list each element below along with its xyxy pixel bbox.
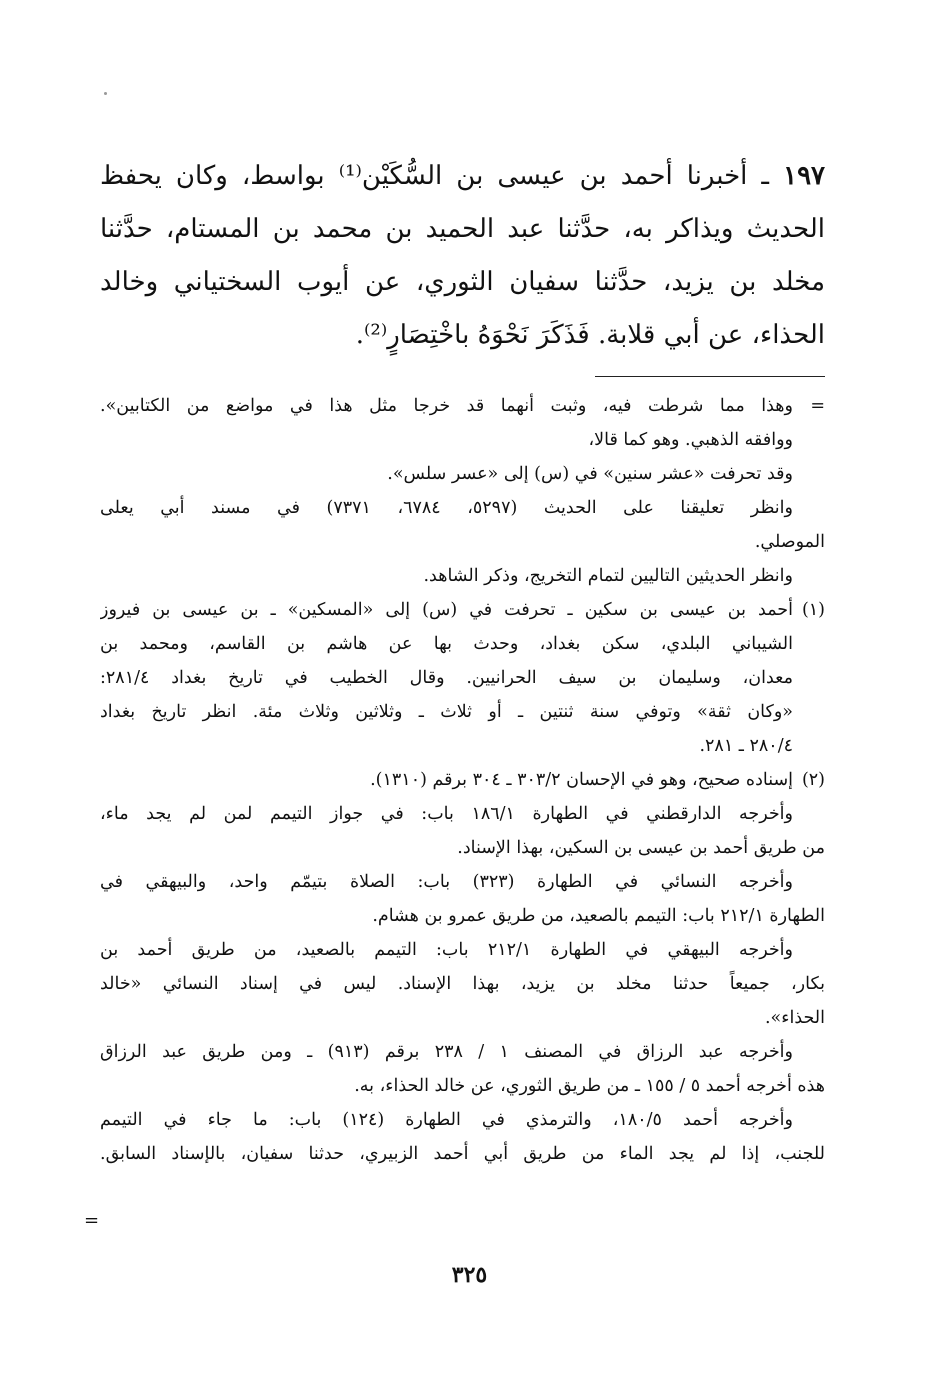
footnote-line: وأخرجه عبد الرزاق في المصنف ١ / ٢٣٨ برقم (٩١٣) ـ ومن طريق عبد الرزاق xyxy=(100,1042,793,1062)
footnote-line: ٢٨٠/٤ ـ ٢٨١. xyxy=(699,736,793,756)
footnote-line: =وهذا مما شرطت فيه، وثبت أنهما قد خرجا مثل هذا في مواضع من الكتابين». xyxy=(100,389,825,423)
footnote-line: الشيباني البلدي، سكن بغداد، وحدث بها عن هاشم بن القاسم، ومحمد بن xyxy=(100,634,793,654)
footnote-line: وأخرجه البيهقي في الطهارة ٢١٢/١ باب: التيمم بالصعيد، من طريق أحمد بن xyxy=(100,940,793,960)
footnote-line: وانظر الحديثين التاليين لتمام التخريج، وذكر الشاهد. xyxy=(423,566,793,586)
footnote-line: معدان، وسليمان بن سيف الحرانيين. وقال الخطيب في تاريخ بغداد ٢٨١/٤: xyxy=(100,668,793,688)
footnote-line: (٢)إسناده صحيح، وهو في الإحسان ٣٠٣/٢ ـ ٣٠٤ برقم (١٣١٠). xyxy=(100,763,825,797)
footnote-marker-1: (١) xyxy=(801,600,825,620)
main-line-3: مخلد بن يزيد، حدَّثنا سفيان الثوري، عن أيوب السختياني وخالد xyxy=(100,267,825,297)
main-text xyxy=(100,150,825,362)
footnote-line: ووافقه الذهبي. وهو كما قالا، xyxy=(588,430,793,450)
footnote-line: وأخرجه النسائي في الطهارة (٣٢٣) باب: الصلاة بتيمّم واحد، والبيهقي في xyxy=(100,872,793,892)
footnote-line: وأخرجه أحمد ١٨٠/٥، والترمذي في الطهارة (١٢٤) باب: ما جاء في التيمم xyxy=(100,1110,793,1130)
footnote-line: «وكان ثقة» وتوفي سنة ثنتين ـ أو ثلاث ـ وثلاثين وثلاث مئة. انظر تاريخ بغداد xyxy=(100,702,793,722)
footnote-continuation xyxy=(100,389,825,593)
footnote-line: وانظر تعليقنا على الحديث (٥٢٩٧، ٦٧٨٤، ٧٣٧١) في مسند أبي يعلى xyxy=(100,498,793,518)
hadith-number: ١٩٧ xyxy=(783,161,825,191)
footnote-line: وقد تحرفت «عشر سنين» في (س) إلى «عسر سلس». xyxy=(387,464,793,484)
footnote-line: وأخرجه الدارقطني في الطهارة ١٨٦/١ باب: في جواز التيمم لمن لم يجد ماء، xyxy=(100,804,793,824)
stray-mark xyxy=(104,92,107,95)
footnote-2 xyxy=(100,763,825,1171)
footnote-line: الحذاء». xyxy=(764,1008,825,1028)
footnote-separator xyxy=(595,376,825,377)
footnote-line: للجنب، إذا لم يجد الماء من طريق أبي أحمد الزبيري، حدثنا سفيان، بالإسناد السابق. xyxy=(100,1144,825,1164)
footnote-line: هذه أخرجه أحمد ٥ / ١٥٥ ـ من طريق الثوري، عن خالد الحذاء، به. xyxy=(354,1076,825,1096)
continuation-end-marker: = xyxy=(84,1210,100,1231)
footnote-line: بكار، جميعاً حدثنا مخلد بن يزيد، بهذا الإسناد. ليس في إسناد النسائي «خالد xyxy=(100,974,825,994)
continuation-marker: = xyxy=(810,396,825,416)
main-line-2: الحديث ويذاكر به، حدَّثنا عبد الحميد بن محمد بن المستام، حدَّثنا xyxy=(100,214,825,244)
footnote-line: الموصلي. xyxy=(754,532,825,552)
page-number: ٣٢٥ xyxy=(451,1262,488,1288)
footnote-marker-2: (٢) xyxy=(801,770,825,790)
footnote-1 xyxy=(100,593,825,763)
footnote-line: (١)أحمد بن عيسى بن سكين ـ تحرفت في (س) إلى «المسكين» ـ بن عيسى بن فيروز xyxy=(100,593,825,627)
page-body xyxy=(100,150,825,1171)
footnote-line: من طريق أحمد بن عيسى بن السكين، بهذا الإسناد. xyxy=(457,838,825,858)
main-line-1: ١٩٧ ـ أخبرنا أحمد بن عيسى بن السُّكَيْن⁽¹⁾ بواسط، وكان يحفظ xyxy=(100,161,825,191)
footnote-line: الطهارة ٢١٢/١ باب: التيمم بالصعيد، من طريق عمرو بن هشام. xyxy=(372,906,825,926)
main-line-4: الحذاء، عن أبي قلابة. فَذَكَرَ نَحْوَهُ باخْتِصَارٍ⁽²⁾. xyxy=(355,320,825,350)
